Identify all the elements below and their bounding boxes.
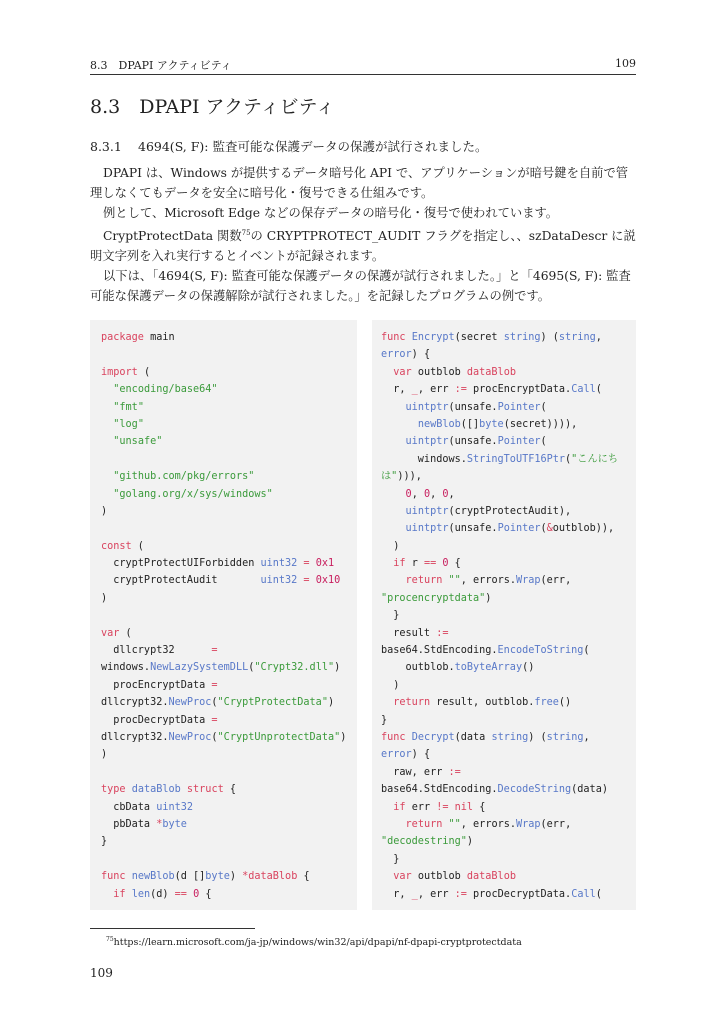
code-token: StringToUTF16Ptr bbox=[466, 453, 566, 465]
code-token: & bbox=[546, 523, 553, 535]
code-token: procEncryptData. bbox=[466, 384, 572, 396]
paragraph-text: の CRYPTPROTECT_AUDIT フラグを指定し、、szDataDescr に説明文字列を入れ実行するとイベントが記録されます。 bbox=[90, 229, 636, 264]
code-token: newBlob bbox=[131, 871, 175, 883]
code-line bbox=[101, 346, 357, 363]
code-token: , bbox=[411, 488, 424, 500]
code-token: は" bbox=[381, 471, 398, 483]
code-line bbox=[381, 468, 636, 485]
code-line bbox=[101, 833, 357, 850]
code-token: ( bbox=[540, 436, 547, 448]
paragraph: DPAPI は、Windows が提供するデータ暗号化 API で、アプリケーションが暗号鍵を自前で管理しなくてもデータを安全に暗号化・復号できる仕組みです。 bbox=[90, 166, 629, 200]
code-token bbox=[381, 419, 418, 430]
code-token: nil bbox=[454, 801, 474, 813]
code-token: = bbox=[211, 645, 218, 657]
code-token: if bbox=[393, 801, 406, 813]
code-line bbox=[101, 642, 357, 659]
code-token: Pointer bbox=[497, 436, 541, 448]
code-token: ( bbox=[595, 888, 602, 900]
code-token: result, outblob. bbox=[430, 697, 535, 709]
code-token: DecodeString bbox=[497, 784, 572, 796]
footnote-number: 75 bbox=[106, 936, 114, 943]
code-token: ) { bbox=[411, 349, 431, 361]
code-token: Decrypt bbox=[411, 731, 455, 743]
code-line bbox=[101, 746, 357, 763]
code-token: procDecryptData. bbox=[466, 888, 572, 900]
header-rule bbox=[90, 74, 636, 75]
code-token: == bbox=[174, 888, 187, 900]
code-line bbox=[381, 399, 636, 416]
code-line bbox=[101, 712, 357, 729]
code-token: dllcrypt32. bbox=[101, 697, 169, 709]
code-token: ( bbox=[565, 453, 572, 465]
code-token bbox=[381, 523, 406, 534]
code-line bbox=[381, 572, 636, 589]
code-token: return bbox=[405, 818, 443, 830]
code-line bbox=[381, 451, 636, 468]
footnote-rule bbox=[90, 928, 255, 929]
code-token: ( bbox=[595, 384, 602, 396]
code-token: return bbox=[393, 697, 431, 709]
code-line bbox=[101, 764, 357, 781]
code-line bbox=[381, 364, 636, 381]
code-token: , errors. bbox=[460, 575, 516, 587]
code-line bbox=[381, 799, 636, 816]
code-line bbox=[101, 572, 357, 589]
code-token: { bbox=[199, 888, 212, 900]
code-token: ( bbox=[583, 645, 590, 657]
code-token: EncodeToString bbox=[497, 645, 584, 657]
code-token: ) bbox=[229, 871, 243, 883]
code-line bbox=[381, 712, 636, 729]
code-line bbox=[381, 433, 636, 450]
code-line bbox=[101, 607, 357, 624]
code-line bbox=[381, 781, 636, 798]
code-token: r bbox=[405, 558, 424, 570]
code-token: ) bbox=[101, 749, 108, 761]
code-token: () bbox=[558, 697, 572, 709]
code-line bbox=[101, 433, 357, 450]
code-token: dataBlob bbox=[131, 784, 181, 796]
code-token: () bbox=[522, 662, 535, 674]
code-token: _ bbox=[411, 384, 418, 396]
code-token: ) bbox=[485, 592, 492, 604]
section-title: 8.3 DPAPI アクティビティ bbox=[90, 96, 335, 118]
code-token: var bbox=[393, 366, 412, 378]
code-token: (secret bbox=[454, 332, 504, 343]
code-token: "log" bbox=[113, 418, 144, 430]
code-line bbox=[101, 486, 357, 503]
code-token: , bbox=[430, 488, 443, 500]
subsection-title: 4694(S, F): 監査可能な保護データの保護が試行されました。 bbox=[138, 139, 488, 154]
code-token bbox=[381, 802, 393, 813]
code-line bbox=[381, 746, 636, 763]
code-line bbox=[381, 729, 636, 746]
code-token: } bbox=[381, 853, 400, 865]
code-token bbox=[101, 384, 113, 395]
code-line bbox=[381, 486, 636, 503]
code-line bbox=[381, 381, 636, 398]
footnote-url[interactable]: https://learn.microsoft.com/ja-jp/windows/win32/api/dpapi/nf-dpapi-cryptprotectdata bbox=[113, 937, 522, 949]
code-token bbox=[101, 419, 113, 430]
code-token: uintptr bbox=[405, 523, 449, 535]
code-token: "encoding/base64" bbox=[113, 384, 218, 396]
code-line bbox=[381, 642, 636, 659]
code-line bbox=[101, 659, 357, 676]
code-line bbox=[101, 416, 357, 433]
code-token: (data) bbox=[571, 784, 608, 796]
paragraph: 以下は、「4694(S, F): 監査可能な保護データの保護が試行されました。」と「4695(S, F): 監査可能な保護データの保護解除が試行されました。」を記録したプログラムの例です。 bbox=[90, 269, 631, 304]
code-token: ( bbox=[211, 697, 218, 709]
code-token: = bbox=[303, 575, 310, 587]
code-token: ) bbox=[381, 540, 400, 552]
code-token: ) bbox=[101, 592, 108, 604]
code-token bbox=[381, 575, 406, 586]
code-line bbox=[381, 520, 636, 537]
code-line bbox=[101, 503, 357, 520]
code-token: func bbox=[101, 871, 126, 883]
code-block-right bbox=[372, 320, 636, 910]
code-token: 0x10 bbox=[315, 575, 341, 587]
code-line bbox=[101, 625, 357, 642]
code-token: (secret)))), bbox=[503, 418, 578, 430]
code-token: { bbox=[448, 558, 461, 570]
code-token: Wrap bbox=[515, 575, 541, 587]
code-line bbox=[381, 607, 636, 624]
code-token: "decodestring" bbox=[381, 836, 467, 848]
footnote-ref[interactable]: 75 bbox=[241, 229, 251, 237]
code-token: ) bbox=[466, 836, 474, 848]
code-token: var bbox=[393, 871, 412, 883]
code-line bbox=[381, 868, 636, 885]
code-line bbox=[101, 851, 357, 868]
code-line bbox=[101, 329, 357, 346]
code-line bbox=[381, 816, 636, 833]
code-token: Encrypt bbox=[411, 332, 455, 343]
code-token: ) ( bbox=[540, 332, 559, 343]
code-token: outblob. bbox=[381, 662, 455, 674]
code-token: "CryptUnprotectData" bbox=[217, 731, 341, 743]
code-token: "CryptProtectData" bbox=[217, 697, 328, 709]
code-token: ( bbox=[119, 627, 132, 639]
code-token: newBlob bbox=[417, 418, 461, 430]
code-token: := bbox=[454, 384, 467, 396]
code-token: package bbox=[101, 332, 144, 343]
code-token: cryptProtectAudit bbox=[101, 575, 261, 587]
subsection-heading bbox=[90, 137, 488, 155]
code-line bbox=[101, 381, 357, 398]
code-line bbox=[101, 538, 357, 555]
running-header bbox=[90, 57, 636, 73]
code-token: 0 bbox=[405, 488, 412, 500]
code-token bbox=[381, 402, 406, 413]
code-line bbox=[381, 694, 636, 711]
paragraph bbox=[90, 223, 636, 266]
code-line bbox=[101, 555, 357, 572]
code-token bbox=[101, 471, 113, 482]
code-token: raw, err bbox=[381, 766, 449, 778]
code-token bbox=[381, 367, 393, 378]
code-token: "こんにち bbox=[571, 453, 619, 465]
code-line bbox=[101, 868, 357, 885]
code-token: toByteArray bbox=[454, 662, 523, 674]
code-token: "procencryptdata" bbox=[381, 592, 486, 604]
code-token: pbData bbox=[101, 818, 157, 830]
code-token: r, bbox=[381, 384, 412, 396]
code-token: , errors. bbox=[460, 818, 516, 830]
code-line bbox=[381, 659, 636, 676]
code-line bbox=[381, 416, 636, 433]
code-token bbox=[101, 402, 113, 413]
code-token: "unsafe" bbox=[113, 436, 163, 448]
code-token: := bbox=[436, 627, 449, 639]
code-token: _ bbox=[411, 888, 418, 900]
code-token: procEncryptData bbox=[101, 679, 212, 691]
paragraph: 例として、Microsoft Edge などの保存データの暗号化・復号で使われています。 bbox=[103, 206, 559, 220]
code-line bbox=[381, 538, 636, 555]
code-token: } bbox=[381, 610, 400, 622]
code-token: 0 bbox=[442, 558, 449, 570]
code-token: , bbox=[595, 332, 602, 343]
code-token: (err, bbox=[540, 818, 572, 830]
code-token: ) bbox=[327, 697, 335, 709]
code-line bbox=[381, 764, 636, 781]
code-token: != bbox=[436, 801, 449, 813]
running-header-page: 109 bbox=[615, 57, 636, 70]
code-token: uintptr bbox=[405, 505, 449, 517]
code-token: uintptr bbox=[405, 436, 449, 448]
code-token: procDecryptData bbox=[101, 714, 212, 726]
code-token: "" bbox=[448, 818, 461, 830]
code-token: ) { bbox=[411, 749, 431, 761]
subsection-number: 8.3.1 bbox=[90, 139, 122, 154]
code-token: "Crypt32.dll" bbox=[254, 662, 335, 674]
code-token bbox=[381, 558, 393, 569]
code-token: 0 bbox=[193, 888, 200, 900]
code-token: outblob bbox=[411, 366, 467, 378]
code-token: (cryptProtectAudit), bbox=[448, 505, 572, 517]
code-token: type bbox=[101, 784, 126, 796]
code-line bbox=[101, 799, 357, 816]
code-line bbox=[381, 886, 636, 903]
code-token: return bbox=[405, 575, 443, 587]
code-line bbox=[101, 399, 357, 416]
code-token: (d) bbox=[150, 888, 175, 900]
code-line bbox=[101, 520, 357, 537]
code-token: "golang.org/x/sys/windows" bbox=[113, 488, 273, 500]
code-token bbox=[101, 489, 113, 500]
code-token: (unsafe. bbox=[448, 401, 498, 413]
code-token: == bbox=[423, 558, 437, 570]
code-token: string bbox=[558, 332, 596, 343]
code-token: dataBlob bbox=[466, 366, 516, 378]
code-token: struct bbox=[186, 784, 224, 796]
code-token: (unsafe. bbox=[448, 436, 498, 448]
code-token: main bbox=[143, 332, 175, 343]
code-token: uint32 bbox=[260, 558, 298, 570]
code-token: , bbox=[583, 731, 590, 743]
code-token: NewProc bbox=[168, 731, 212, 743]
code-token: "github.com/pkg/errors" bbox=[113, 471, 255, 483]
code-token: (err, bbox=[540, 575, 572, 587]
code-line bbox=[381, 503, 636, 520]
code-token: NewProc bbox=[168, 697, 212, 709]
code-token: ( bbox=[540, 401, 547, 413]
code-token: ) bbox=[334, 662, 341, 674]
code-token: byte bbox=[479, 418, 504, 430]
code-token bbox=[381, 506, 406, 517]
code-token: * bbox=[156, 818, 163, 830]
code-token: ))), bbox=[397, 471, 422, 483]
code-token: Pointer bbox=[497, 523, 541, 535]
code-token: ( bbox=[211, 731, 218, 743]
code-token: *dataBlob bbox=[242, 871, 298, 883]
code-token: len bbox=[131, 888, 151, 900]
code-token: := bbox=[448, 766, 461, 778]
code-token bbox=[381, 871, 393, 882]
code-line bbox=[101, 677, 357, 694]
code-token: if bbox=[393, 558, 406, 570]
code-token: ) bbox=[381, 679, 400, 691]
code-token: , bbox=[448, 488, 455, 500]
code-token: { bbox=[223, 784, 236, 796]
code-token bbox=[101, 436, 113, 447]
code-token: err bbox=[405, 801, 437, 813]
code-token: := bbox=[454, 888, 467, 900]
code-token: { bbox=[297, 871, 310, 883]
code-token: func bbox=[381, 332, 406, 343]
code-token: "fmt" bbox=[113, 401, 144, 413]
code-token: dataBlob bbox=[466, 871, 516, 883]
code-line bbox=[381, 346, 636, 363]
code-line bbox=[381, 677, 636, 694]
code-token: (data bbox=[454, 731, 492, 743]
code-token: free bbox=[534, 697, 559, 709]
code-token: dllcrypt32 bbox=[101, 645, 212, 657]
code-block-left bbox=[90, 320, 357, 910]
code-line bbox=[101, 816, 357, 833]
code-token: } bbox=[101, 836, 108, 848]
code-line bbox=[101, 590, 357, 607]
code-token: ( bbox=[131, 540, 144, 552]
code-token: dllcrypt32. bbox=[101, 731, 169, 743]
code-token: if bbox=[113, 888, 126, 900]
code-line bbox=[101, 781, 357, 798]
code-token: uint32 bbox=[260, 575, 298, 587]
code-token: outblob)), bbox=[552, 523, 615, 535]
code-token: string bbox=[503, 332, 541, 343]
code-line bbox=[101, 694, 357, 711]
running-header-section: 8.3 DPAPI アクティビティ bbox=[90, 59, 232, 72]
code-token: 0 bbox=[442, 488, 449, 500]
code-line bbox=[101, 729, 357, 746]
code-line bbox=[101, 364, 357, 381]
code-token: ) bbox=[101, 505, 108, 517]
paragraph-text: CryptProtectData 関数 bbox=[103, 229, 242, 244]
code-token: = bbox=[303, 558, 310, 570]
code-token: } bbox=[381, 714, 388, 726]
code-line bbox=[381, 590, 636, 607]
code-token: Call bbox=[571, 888, 596, 900]
code-token: = bbox=[211, 714, 218, 726]
code-token: error bbox=[381, 749, 412, 761]
footnote bbox=[106, 936, 522, 948]
code-token: result bbox=[381, 627, 437, 639]
code-token: base64.StdEncoding. bbox=[381, 784, 498, 796]
body-text bbox=[90, 163, 636, 306]
code-token: ) ( bbox=[528, 731, 547, 743]
code-token: var bbox=[101, 627, 120, 639]
code-token: , err bbox=[417, 384, 455, 396]
code-token bbox=[101, 889, 113, 900]
code-token: string bbox=[546, 731, 584, 743]
code-line bbox=[381, 555, 636, 572]
code-line bbox=[381, 851, 636, 868]
code-token: ( bbox=[248, 662, 255, 674]
code-line bbox=[101, 886, 357, 903]
code-token: windows. bbox=[381, 453, 467, 465]
code-token: , err bbox=[417, 888, 455, 900]
code-token: import bbox=[101, 366, 138, 378]
code-token: outblob bbox=[411, 871, 467, 883]
code-token: uintptr bbox=[405, 401, 449, 413]
code-token: (d [] bbox=[174, 871, 206, 883]
code-token bbox=[381, 819, 406, 830]
code-token: const bbox=[101, 540, 132, 552]
code-token: string bbox=[491, 731, 529, 743]
code-token: Pointer bbox=[497, 401, 541, 413]
code-token: "" bbox=[448, 575, 461, 587]
code-token: base64.StdEncoding. bbox=[381, 645, 498, 657]
code-token: cbData bbox=[101, 801, 157, 813]
code-token: byte bbox=[205, 871, 230, 883]
code-line bbox=[101, 451, 357, 468]
code-token: ([] bbox=[460, 418, 480, 430]
code-token: ( bbox=[137, 366, 151, 378]
code-token: 0 bbox=[423, 488, 431, 500]
code-token: ) bbox=[340, 731, 347, 743]
code-token bbox=[381, 489, 406, 500]
code-token: (unsafe. bbox=[448, 523, 498, 535]
code-token: = bbox=[211, 679, 218, 691]
code-token: ( bbox=[540, 523, 547, 535]
code-token: NewLazySystemDLL bbox=[150, 662, 249, 674]
code-token: func bbox=[381, 731, 406, 743]
code-token: error bbox=[381, 349, 412, 361]
code-token: byte bbox=[162, 818, 187, 830]
code-line bbox=[381, 625, 636, 642]
page-number: 109 bbox=[90, 966, 113, 980]
code-token: windows. bbox=[101, 662, 151, 674]
code-token: Wrap bbox=[515, 818, 541, 830]
code-token: r, bbox=[381, 888, 412, 900]
code-line bbox=[381, 329, 636, 346]
code-token bbox=[381, 697, 393, 708]
code-token: Call bbox=[571, 384, 596, 396]
code-token: cryptProtectUIForbidden bbox=[101, 558, 261, 570]
code-line bbox=[101, 468, 357, 485]
code-token bbox=[381, 436, 406, 447]
code-line bbox=[381, 833, 636, 850]
code-token: { bbox=[473, 801, 486, 813]
code-token: uint32 bbox=[156, 801, 194, 813]
code-token: 0x1 bbox=[315, 558, 335, 570]
